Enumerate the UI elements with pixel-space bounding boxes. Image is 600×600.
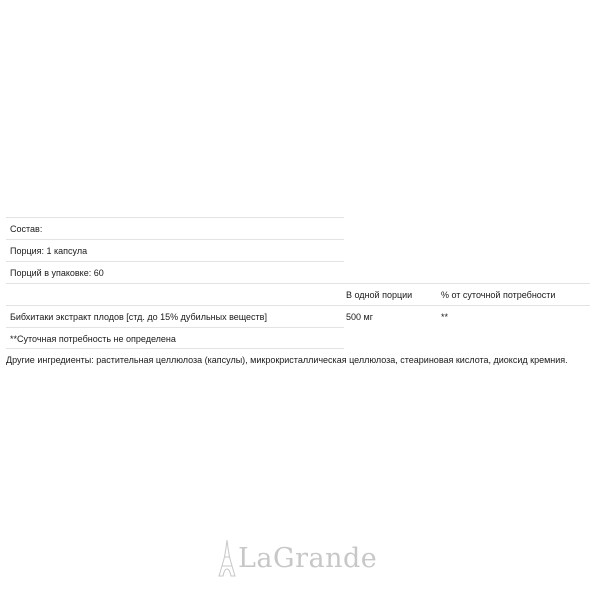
column-header-per-serving: В одной порции bbox=[346, 290, 413, 300]
watermark-text: LaGrande bbox=[238, 542, 378, 574]
footnote: **Суточная потребность не определена bbox=[10, 334, 176, 344]
supplement-facts-table bbox=[6, 217, 590, 349]
table-row bbox=[6, 305, 590, 327]
servings-per-pack-row bbox=[6, 261, 344, 283]
table-header-row bbox=[6, 283, 590, 305]
servings-per-pack: Порций в упаковке: 60 bbox=[10, 268, 104, 278]
serving-row bbox=[6, 239, 344, 261]
ingredient-amount: 500 мг bbox=[346, 312, 373, 322]
other-ingredients: Другие ингредиенты: растительная целлюлоза (капсулы), микрокристаллическая целлюлоза, стеариновая кислота, диоксид кремния. bbox=[6, 355, 568, 365]
composition-label: Состав: bbox=[10, 224, 43, 234]
ingredient-daily-value: ** bbox=[441, 312, 449, 322]
watermark-logo bbox=[218, 538, 377, 578]
footnote-row bbox=[6, 327, 344, 349]
column-header-daily-value: % от суточной потребности bbox=[441, 290, 556, 300]
serving-size: Порция: 1 капсула bbox=[10, 246, 88, 256]
composition-row bbox=[6, 217, 344, 239]
ingredient-name: Бибхитаки экстракт плодов [стд. до 15% дубильных веществ] bbox=[10, 312, 267, 322]
eiffel-tower-icon bbox=[218, 539, 236, 577]
